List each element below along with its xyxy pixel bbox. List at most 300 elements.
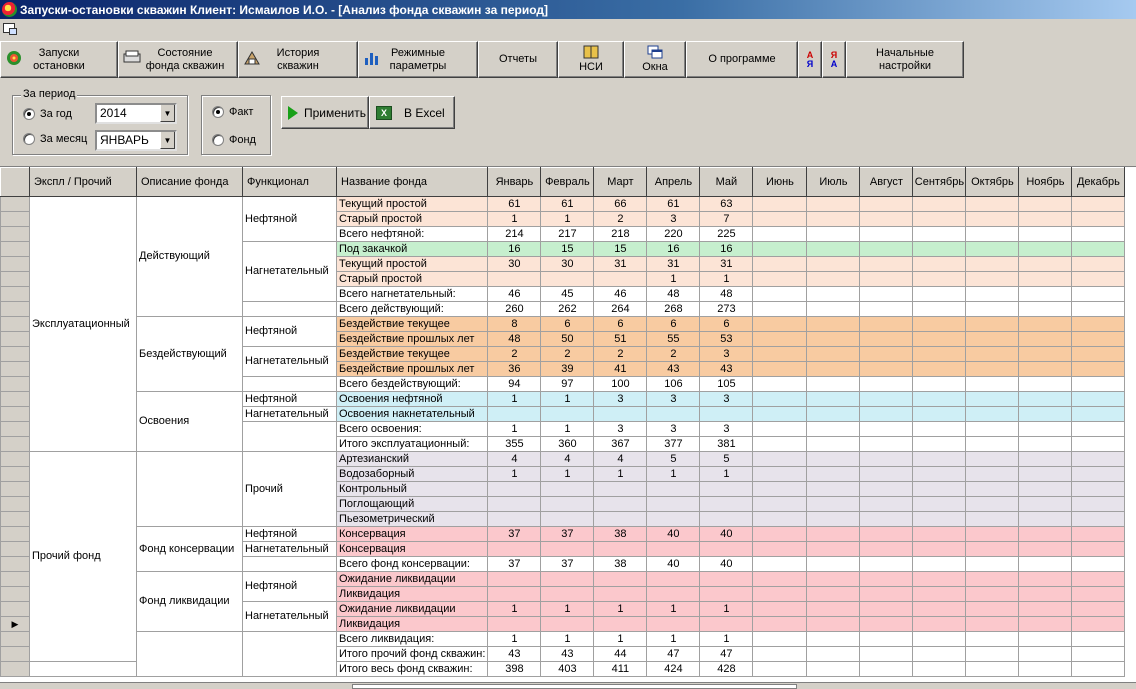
month-value-cell[interactable]: 273 bbox=[700, 302, 753, 317]
month-value-cell[interactable] bbox=[807, 482, 860, 497]
group-cell-oil[interactable]: Нефтяной bbox=[243, 572, 337, 602]
month-value-cell[interactable] bbox=[1019, 362, 1072, 377]
sort-descending-button[interactable] bbox=[822, 41, 846, 78]
month-value-cell[interactable] bbox=[753, 587, 807, 602]
month-value-cell[interactable] bbox=[647, 512, 700, 527]
group-cell-exploitation[interactable]: Эксплуатационный bbox=[30, 197, 137, 452]
month-value-cell[interactable]: 1 bbox=[541, 467, 594, 482]
month-value-cell[interactable] bbox=[966, 437, 1019, 452]
month-value-cell[interactable]: 268 bbox=[647, 302, 700, 317]
month-value-cell[interactable] bbox=[913, 557, 966, 572]
month-value-cell[interactable]: 47 bbox=[647, 647, 700, 662]
fund-name-cell[interactable]: Всего действующий: bbox=[337, 302, 488, 317]
month-value-cell[interactable] bbox=[753, 257, 807, 272]
month-value-cell[interactable] bbox=[753, 392, 807, 407]
month-value-cell[interactable] bbox=[913, 512, 966, 527]
month-value-cell[interactable] bbox=[913, 467, 966, 482]
month-value-cell[interactable] bbox=[1019, 347, 1072, 362]
row-indicator[interactable] bbox=[1, 392, 30, 407]
month-value-cell[interactable] bbox=[700, 617, 753, 632]
month-value-cell[interactable]: 367 bbox=[594, 437, 647, 452]
month-header[interactable]: Март bbox=[594, 168, 647, 197]
fund-name-cell[interactable]: Итого весь фонд скважин: bbox=[337, 662, 488, 677]
group-cell-empty[interactable] bbox=[137, 632, 243, 677]
row-indicator[interactable] bbox=[1, 527, 30, 542]
month-value-cell[interactable]: 30 bbox=[488, 257, 541, 272]
month-value-cell[interactable] bbox=[753, 227, 807, 242]
month-value-cell[interactable] bbox=[913, 437, 966, 452]
month-value-cell[interactable] bbox=[966, 212, 1019, 227]
group-cell-empty[interactable] bbox=[137, 452, 243, 527]
row-indicator[interactable] bbox=[1, 227, 30, 242]
month-value-cell[interactable]: 3 bbox=[647, 212, 700, 227]
month-header[interactable]: Октябрь bbox=[966, 168, 1019, 197]
month-value-cell[interactable]: 6 bbox=[700, 317, 753, 332]
month-value-cell[interactable]: 40 bbox=[700, 527, 753, 542]
month-value-cell[interactable]: 47 bbox=[700, 647, 753, 662]
month-value-cell[interactable]: 1 bbox=[541, 422, 594, 437]
month-value-cell[interactable]: 220 bbox=[647, 227, 700, 242]
row-indicator[interactable] bbox=[1, 242, 30, 257]
month-value-cell[interactable]: 16 bbox=[700, 242, 753, 257]
month-value-cell[interactable]: 48 bbox=[488, 332, 541, 347]
month-value-cell[interactable] bbox=[807, 287, 860, 302]
month-value-cell[interactable] bbox=[1019, 617, 1072, 632]
month-value-cell[interactable] bbox=[807, 527, 860, 542]
month-value-cell[interactable] bbox=[541, 407, 594, 422]
fund-name-cell[interactable]: Всего нефтяной: bbox=[337, 227, 488, 242]
month-value-cell[interactable] bbox=[1072, 587, 1125, 602]
month-value-cell[interactable] bbox=[647, 497, 700, 512]
month-value-cell[interactable]: 3 bbox=[647, 392, 700, 407]
group-cell-conservation[interactable]: Фонд консервации bbox=[137, 527, 243, 572]
table-row[interactable] bbox=[1, 632, 1125, 647]
month-value-cell[interactable] bbox=[1072, 452, 1125, 467]
month-value-cell[interactable]: 8 bbox=[488, 317, 541, 332]
month-value-cell[interactable]: 2 bbox=[488, 347, 541, 362]
month-value-cell[interactable] bbox=[860, 482, 913, 497]
month-value-cell[interactable] bbox=[860, 497, 913, 512]
month-value-cell[interactable] bbox=[1019, 212, 1072, 227]
month-value-cell[interactable] bbox=[966, 572, 1019, 587]
month-value-cell[interactable] bbox=[700, 512, 753, 527]
month-value-cell[interactable] bbox=[966, 227, 1019, 242]
month-value-cell[interactable] bbox=[860, 512, 913, 527]
month-value-cell[interactable] bbox=[1019, 257, 1072, 272]
month-value-cell[interactable]: 30 bbox=[541, 257, 594, 272]
month-value-cell[interactable] bbox=[860, 542, 913, 557]
month-value-cell[interactable] bbox=[1019, 527, 1072, 542]
month-value-cell[interactable] bbox=[753, 287, 807, 302]
month-value-cell[interactable] bbox=[966, 362, 1019, 377]
row-indicator[interactable] bbox=[1, 197, 30, 212]
month-header[interactable]: Май bbox=[700, 168, 753, 197]
month-value-cell[interactable] bbox=[647, 482, 700, 497]
group-cell-idle[interactable]: Бездействующий bbox=[137, 317, 243, 392]
month-value-cell[interactable]: 97 bbox=[541, 377, 594, 392]
month-value-cell[interactable] bbox=[1019, 377, 1072, 392]
fund-name-cell[interactable]: Старый простой bbox=[337, 212, 488, 227]
month-value-cell[interactable] bbox=[1019, 272, 1072, 287]
month-value-cell[interactable]: 2 bbox=[594, 347, 647, 362]
month-header[interactable]: Ноябрь bbox=[1019, 168, 1072, 197]
month-value-cell[interactable] bbox=[807, 662, 860, 677]
group-cell-empty[interactable] bbox=[243, 557, 337, 572]
row-indicator[interactable] bbox=[1, 332, 30, 347]
month-value-cell[interactable] bbox=[647, 542, 700, 557]
month-value-cell[interactable]: 1 bbox=[647, 602, 700, 617]
month-value-cell[interactable]: 1 bbox=[594, 467, 647, 482]
month-value-cell[interactable] bbox=[753, 242, 807, 257]
month-value-cell[interactable] bbox=[913, 602, 966, 617]
month-value-cell[interactable]: 264 bbox=[594, 302, 647, 317]
month-value-cell[interactable]: 48 bbox=[700, 287, 753, 302]
month-header[interactable]: Август bbox=[860, 168, 913, 197]
month-value-cell[interactable]: 44 bbox=[594, 647, 647, 662]
month-value-cell[interactable]: 3 bbox=[700, 392, 753, 407]
month-value-cell[interactable] bbox=[860, 287, 913, 302]
fund-name-cell[interactable]: Старый простой bbox=[337, 272, 488, 287]
month-value-cell[interactable] bbox=[913, 647, 966, 662]
month-value-cell[interactable] bbox=[594, 407, 647, 422]
month-header[interactable]: Апрель bbox=[647, 168, 700, 197]
month-value-cell[interactable] bbox=[913, 287, 966, 302]
month-value-cell[interactable] bbox=[1072, 332, 1125, 347]
month-header[interactable]: Июль bbox=[807, 168, 860, 197]
month-value-cell[interactable] bbox=[1072, 362, 1125, 377]
month-value-cell[interactable] bbox=[541, 512, 594, 527]
month-value-cell[interactable] bbox=[1019, 332, 1072, 347]
month-value-cell[interactable] bbox=[966, 467, 1019, 482]
month-value-cell[interactable]: 377 bbox=[647, 437, 700, 452]
month-value-cell[interactable] bbox=[753, 482, 807, 497]
month-value-cell[interactable] bbox=[807, 512, 860, 527]
month-value-cell[interactable] bbox=[594, 512, 647, 527]
month-value-cell[interactable] bbox=[488, 542, 541, 557]
month-value-cell[interactable] bbox=[966, 257, 1019, 272]
month-value-cell[interactable] bbox=[753, 362, 807, 377]
month-value-cell[interactable] bbox=[541, 497, 594, 512]
nsi-button[interactable]: НСИ bbox=[558, 41, 624, 78]
month-value-cell[interactable] bbox=[807, 407, 860, 422]
month-value-cell[interactable] bbox=[1072, 467, 1125, 482]
month-value-cell[interactable]: 36 bbox=[488, 362, 541, 377]
month-value-cell[interactable] bbox=[913, 617, 966, 632]
month-value-cell[interactable] bbox=[1019, 482, 1072, 497]
month-value-cell[interactable] bbox=[860, 392, 913, 407]
month-value-cell[interactable] bbox=[1019, 557, 1072, 572]
excel-export-button[interactable]: X В Excel bbox=[369, 96, 455, 129]
mdi-child-window-icon[interactable] bbox=[3, 23, 15, 33]
month-value-cell[interactable] bbox=[1019, 437, 1072, 452]
month-value-cell[interactable]: 3 bbox=[594, 422, 647, 437]
month-value-cell[interactable]: 1 bbox=[541, 602, 594, 617]
month-value-cell[interactable] bbox=[913, 572, 966, 587]
month-value-cell[interactable] bbox=[807, 257, 860, 272]
month-value-cell[interactable] bbox=[488, 512, 541, 527]
month-value-cell[interactable] bbox=[1019, 242, 1072, 257]
month-value-cell[interactable] bbox=[753, 302, 807, 317]
month-value-cell[interactable]: 2 bbox=[541, 347, 594, 362]
month-value-cell[interactable] bbox=[860, 572, 913, 587]
month-value-cell[interactable] bbox=[488, 272, 541, 287]
month-header[interactable]: Декабрь bbox=[1072, 168, 1125, 197]
fund-name-cell[interactable]: Бездействие прошлых лет bbox=[337, 332, 488, 347]
row-indicator[interactable] bbox=[1, 452, 30, 467]
fund-name-cell[interactable]: Всего бездействующий: bbox=[337, 377, 488, 392]
month-value-cell[interactable] bbox=[966, 287, 1019, 302]
sort-ascending-button[interactable] bbox=[798, 41, 822, 78]
chevron-down-icon[interactable]: ▼ bbox=[160, 105, 175, 122]
month-value-cell[interactable]: 1 bbox=[700, 272, 753, 287]
month-value-cell[interactable] bbox=[541, 482, 594, 497]
month-value-cell[interactable] bbox=[966, 317, 1019, 332]
month-value-cell[interactable]: 1 bbox=[594, 632, 647, 647]
row-indicator[interactable] bbox=[1, 482, 30, 497]
month-value-cell[interactable] bbox=[860, 662, 913, 677]
month-value-cell[interactable]: 16 bbox=[488, 242, 541, 257]
month-value-cell[interactable]: 5 bbox=[647, 452, 700, 467]
month-value-cell[interactable]: 1 bbox=[541, 212, 594, 227]
table-row[interactable] bbox=[1, 572, 1125, 587]
group-cell-injection[interactable]: Нагнетательный bbox=[243, 347, 337, 377]
month-value-cell[interactable] bbox=[807, 227, 860, 242]
month-value-cell[interactable]: 1 bbox=[647, 632, 700, 647]
month-value-cell[interactable] bbox=[913, 527, 966, 542]
month-value-cell[interactable] bbox=[966, 347, 1019, 362]
month-value-cell[interactable] bbox=[913, 662, 966, 677]
month-value-cell[interactable] bbox=[1019, 392, 1072, 407]
month-value-cell[interactable] bbox=[1072, 482, 1125, 497]
group-cell-empty[interactable] bbox=[243, 632, 337, 677]
month-value-cell[interactable] bbox=[1019, 287, 1072, 302]
month-value-cell[interactable] bbox=[594, 617, 647, 632]
month-value-cell[interactable] bbox=[753, 197, 807, 212]
fund-name-cell[interactable]: Ликвидация bbox=[337, 587, 488, 602]
month-value-cell[interactable] bbox=[913, 632, 966, 647]
table-row[interactable] bbox=[1, 197, 1125, 212]
fund-state-button[interactable]: Состояние фонда скважин bbox=[118, 41, 238, 78]
month-value-cell[interactable] bbox=[700, 572, 753, 587]
fund-name-cell[interactable]: Освоения нефтяной bbox=[337, 392, 488, 407]
month-value-cell[interactable]: 15 bbox=[594, 242, 647, 257]
month-value-cell[interactable]: 37 bbox=[541, 527, 594, 542]
month-value-cell[interactable] bbox=[966, 197, 1019, 212]
row-indicator[interactable] bbox=[1, 437, 30, 452]
month-value-cell[interactable]: 1 bbox=[488, 392, 541, 407]
reports-button[interactable]: Отчеты bbox=[478, 41, 558, 78]
row-indicator[interactable] bbox=[1, 632, 30, 647]
month-value-cell[interactable]: 411 bbox=[594, 662, 647, 677]
month-value-cell[interactable]: 225 bbox=[700, 227, 753, 242]
month-value-cell[interactable] bbox=[1072, 347, 1125, 362]
table-row[interactable] bbox=[1, 452, 1125, 467]
month-value-cell[interactable] bbox=[966, 242, 1019, 257]
group-cell-active[interactable]: Действующий bbox=[137, 197, 243, 317]
fund-name-cell[interactable]: Ликвидация bbox=[337, 617, 488, 632]
month-value-cell[interactable] bbox=[1019, 467, 1072, 482]
month-value-cell[interactable] bbox=[647, 587, 700, 602]
month-value-cell[interactable] bbox=[753, 212, 807, 227]
month-value-cell[interactable] bbox=[966, 452, 1019, 467]
month-value-cell[interactable] bbox=[807, 317, 860, 332]
horizontal-scrollbar[interactable] bbox=[0, 682, 1136, 688]
month-value-cell[interactable] bbox=[594, 572, 647, 587]
month-value-cell[interactable] bbox=[966, 422, 1019, 437]
month-value-cell[interactable] bbox=[1019, 572, 1072, 587]
month-value-cell[interactable]: 1 bbox=[700, 602, 753, 617]
month-value-cell[interactable] bbox=[1072, 542, 1125, 557]
month-value-cell[interactable]: 48 bbox=[647, 287, 700, 302]
month-value-cell[interactable] bbox=[488, 497, 541, 512]
fund-name-cell[interactable]: Контрольный bbox=[337, 482, 488, 497]
month-value-cell[interactable] bbox=[1072, 662, 1125, 677]
row-indicator[interactable] bbox=[1, 317, 30, 332]
row-indicator[interactable] bbox=[1, 617, 30, 632]
month-value-cell[interactable] bbox=[541, 272, 594, 287]
month-value-cell[interactable]: 1 bbox=[700, 632, 753, 647]
month-value-cell[interactable]: 1 bbox=[647, 467, 700, 482]
month-header[interactable]: Июнь bbox=[753, 168, 807, 197]
month-value-cell[interactable] bbox=[860, 212, 913, 227]
month-value-cell[interactable] bbox=[807, 542, 860, 557]
month-value-cell[interactable] bbox=[807, 197, 860, 212]
month-value-cell[interactable] bbox=[913, 482, 966, 497]
month-value-cell[interactable]: 6 bbox=[541, 317, 594, 332]
row-indicator[interactable] bbox=[1, 572, 30, 587]
group-cell-injection[interactable]: Нагнетательный bbox=[243, 602, 337, 632]
month-value-cell[interactable]: 39 bbox=[541, 362, 594, 377]
year-select[interactable]: 2014 ▼ bbox=[95, 103, 177, 124]
month-value-cell[interactable] bbox=[1072, 617, 1125, 632]
row-indicator[interactable] bbox=[1, 287, 30, 302]
month-value-cell[interactable]: 106 bbox=[647, 377, 700, 392]
month-value-cell[interactable]: 1 bbox=[541, 392, 594, 407]
month-value-cell[interactable]: 55 bbox=[647, 332, 700, 347]
row-indicator[interactable] bbox=[1, 407, 30, 422]
fund-radio[interactable]: Фонд bbox=[212, 134, 256, 146]
month-value-cell[interactable]: 94 bbox=[488, 377, 541, 392]
group-cell-other-fund[interactable]: Прочий фонд bbox=[30, 452, 137, 662]
by-month-radio[interactable]: За месяц bbox=[23, 133, 87, 145]
month-value-cell[interactable] bbox=[807, 602, 860, 617]
month-value-cell[interactable] bbox=[913, 452, 966, 467]
fund-name-cell[interactable]: Бездействие текущее bbox=[337, 347, 488, 362]
month-value-cell[interactable] bbox=[966, 497, 1019, 512]
month-value-cell[interactable] bbox=[1072, 317, 1125, 332]
month-value-cell[interactable] bbox=[541, 587, 594, 602]
month-value-cell[interactable] bbox=[753, 617, 807, 632]
month-value-cell[interactable]: 3 bbox=[647, 422, 700, 437]
month-value-cell[interactable]: 1 bbox=[488, 422, 541, 437]
month-value-cell[interactable] bbox=[860, 437, 913, 452]
group-cell-other-functional[interactable]: Прочий bbox=[243, 452, 337, 527]
month-value-cell[interactable] bbox=[753, 347, 807, 362]
month-value-cell[interactable]: 381 bbox=[700, 437, 753, 452]
month-value-cell[interactable] bbox=[488, 617, 541, 632]
group-cell-injection[interactable]: Нагнетательный bbox=[243, 242, 337, 302]
month-value-cell[interactable] bbox=[1019, 602, 1072, 617]
month-value-cell[interactable] bbox=[860, 347, 913, 362]
month-value-cell[interactable] bbox=[860, 377, 913, 392]
month-value-cell[interactable] bbox=[594, 497, 647, 512]
fund-name-cell[interactable]: Итого эксплуатационный: bbox=[337, 437, 488, 452]
month-value-cell[interactable] bbox=[860, 317, 913, 332]
month-value-cell[interactable] bbox=[1019, 632, 1072, 647]
month-value-cell[interactable] bbox=[488, 572, 541, 587]
fund-name-cell[interactable]: Текущий простой bbox=[337, 257, 488, 272]
month-value-cell[interactable] bbox=[753, 452, 807, 467]
month-value-cell[interactable] bbox=[807, 647, 860, 662]
month-value-cell[interactable]: 50 bbox=[541, 332, 594, 347]
month-value-cell[interactable] bbox=[753, 332, 807, 347]
group-cell-oil[interactable]: Нефтяной bbox=[243, 197, 337, 242]
month-value-cell[interactable] bbox=[860, 302, 913, 317]
group-cell-injection[interactable]: Нагнетательный bbox=[243, 542, 337, 557]
fund-name-cell[interactable]: Консервация bbox=[337, 542, 488, 557]
month-value-cell[interactable] bbox=[1072, 212, 1125, 227]
fund-name-cell[interactable]: Освоения накнетательный bbox=[337, 407, 488, 422]
month-value-cell[interactable] bbox=[966, 377, 1019, 392]
row-indicator[interactable] bbox=[1, 662, 30, 677]
month-value-cell[interactable] bbox=[860, 407, 913, 422]
month-value-cell[interactable] bbox=[1019, 542, 1072, 557]
month-value-cell[interactable] bbox=[807, 437, 860, 452]
month-value-cell[interactable] bbox=[913, 302, 966, 317]
month-value-cell[interactable]: 46 bbox=[488, 287, 541, 302]
month-value-cell[interactable]: 66 bbox=[594, 197, 647, 212]
month-value-cell[interactable]: 37 bbox=[488, 557, 541, 572]
month-value-cell[interactable] bbox=[1072, 422, 1125, 437]
about-button[interactable]: О программе bbox=[686, 41, 798, 78]
row-indicator[interactable] bbox=[1, 347, 30, 362]
month-value-cell[interactable] bbox=[913, 422, 966, 437]
month-value-cell[interactable] bbox=[541, 572, 594, 587]
month-value-cell[interactable]: 46 bbox=[594, 287, 647, 302]
month-value-cell[interactable] bbox=[807, 557, 860, 572]
month-value-cell[interactable] bbox=[753, 542, 807, 557]
month-value-cell[interactable] bbox=[594, 482, 647, 497]
month-value-cell[interactable] bbox=[753, 602, 807, 617]
month-value-cell[interactable] bbox=[966, 302, 1019, 317]
month-value-cell[interactable] bbox=[1072, 272, 1125, 287]
month-value-cell[interactable]: 1 bbox=[488, 602, 541, 617]
month-value-cell[interactable] bbox=[1072, 527, 1125, 542]
month-value-cell[interactable] bbox=[807, 467, 860, 482]
month-value-cell[interactable] bbox=[913, 587, 966, 602]
month-value-cell[interactable]: 51 bbox=[594, 332, 647, 347]
month-value-cell[interactable] bbox=[860, 452, 913, 467]
column-header[interactable]: Описание фонда bbox=[137, 168, 243, 197]
row-indicator[interactable] bbox=[1, 512, 30, 527]
month-value-cell[interactable]: 61 bbox=[488, 197, 541, 212]
fund-name-cell[interactable]: Поглощающий bbox=[337, 497, 488, 512]
month-value-cell[interactable]: 31 bbox=[647, 257, 700, 272]
month-value-cell[interactable] bbox=[1019, 317, 1072, 332]
row-indicator[interactable] bbox=[1, 422, 30, 437]
month-value-cell[interactable]: 38 bbox=[594, 557, 647, 572]
month-value-cell[interactable] bbox=[860, 527, 913, 542]
month-value-cell[interactable] bbox=[1072, 407, 1125, 422]
fund-name-cell[interactable]: Ожидание ликвидации bbox=[337, 602, 488, 617]
month-value-cell[interactable] bbox=[860, 422, 913, 437]
month-value-cell[interactable]: 262 bbox=[541, 302, 594, 317]
well-history-button[interactable]: История скважин bbox=[238, 41, 358, 78]
month-header[interactable]: Сентябрь bbox=[913, 168, 966, 197]
month-value-cell[interactable]: 403 bbox=[541, 662, 594, 677]
month-value-cell[interactable]: 217 bbox=[541, 227, 594, 242]
fund-name-cell[interactable]: Бездействие текущее bbox=[337, 317, 488, 332]
